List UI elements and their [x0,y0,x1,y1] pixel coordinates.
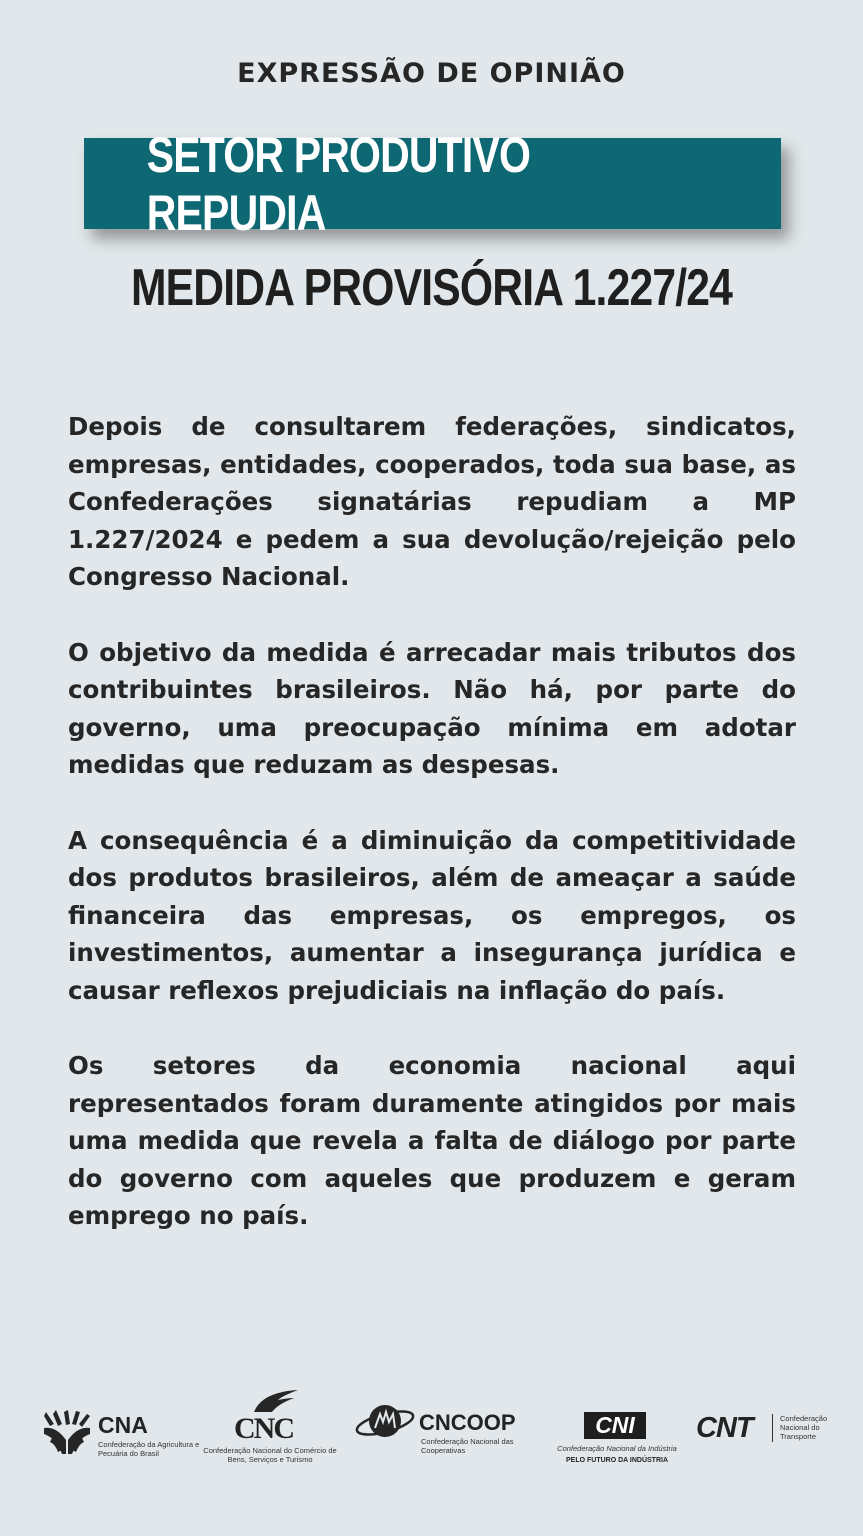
cnt-divider [772,1414,773,1442]
cna-name: CNA [98,1412,148,1438]
statement-body [68,408,796,1273]
cni-name: CNI [584,1412,646,1439]
cncoop-globe-icon [355,1400,417,1446]
cna-subtitle: Confederação da Agricultura e Pecuária do Brasil [98,1440,200,1458]
cncoop-subtitle: Confederação Nacional das Cooperativas [421,1437,514,1455]
headline-banner [84,126,781,241]
cnt-subtitle: Confederação Nacional do Transporte [780,1414,828,1441]
cnt-name: CNT [696,1412,753,1444]
paragraph-4: Os setores da economia nacional aqui representados foram duramente atingidos por mais uma medida que revela a falta de diálogo por parte do governo com aqueles que produzem e geram emprego no país. [68,1051,796,1230]
cna-wheat-icon [42,1410,92,1456]
cnc-name: CNC [234,1412,293,1445]
cni-subtitle: Confederação Nacional da Indústria [557,1444,677,1453]
kicker-label: EXPRESSÃO DE OPINIÃO [237,58,626,89]
signatory-logos [0,1380,863,1480]
cni-tagline: PELO FUTURO DA INDÚSTRIA [565,1457,669,1464]
paragraph-2: O objetivo da medida é arrecadar mais tributos dos contribuintes brasileiros. Não há, por parte do governo, uma preocupação mínima em adotar medidas que reduzam as despesas. [68,637,796,779]
headline-title: SETOR PRODUTIVO REPUDIA [146,126,531,241]
cncoop-name: CNCOOP [419,1410,516,1435]
paragraph-3: A consequência é a diminuição da competitividade dos produtos brasileiros, além de ameaçar a saúde financeira das empresas, os empregos, os investimentos, aumentar a insegurança jurídica e causar reflexos prejudiciais na inflação do país. [68,825,796,1005]
subtitle [0,258,863,318]
cnc-wing-icon [252,1388,302,1414]
cnc-subtitle: Confederação Nacional do Comércio de Bens, Serviços e Turismo [203,1446,337,1464]
subtitle-text: MEDIDA PROVISÓRIA 1.227/24 [130,259,733,317]
paragraph-1: Depois de consultarem federações, sindicatos, empresas, entidades, cooperados, toda sua base, as Confederações signatárias repudiam a MP 1.227/2024 e pedem a sua devolução/rejeição pelo Congresso Nacional. [68,412,796,591]
